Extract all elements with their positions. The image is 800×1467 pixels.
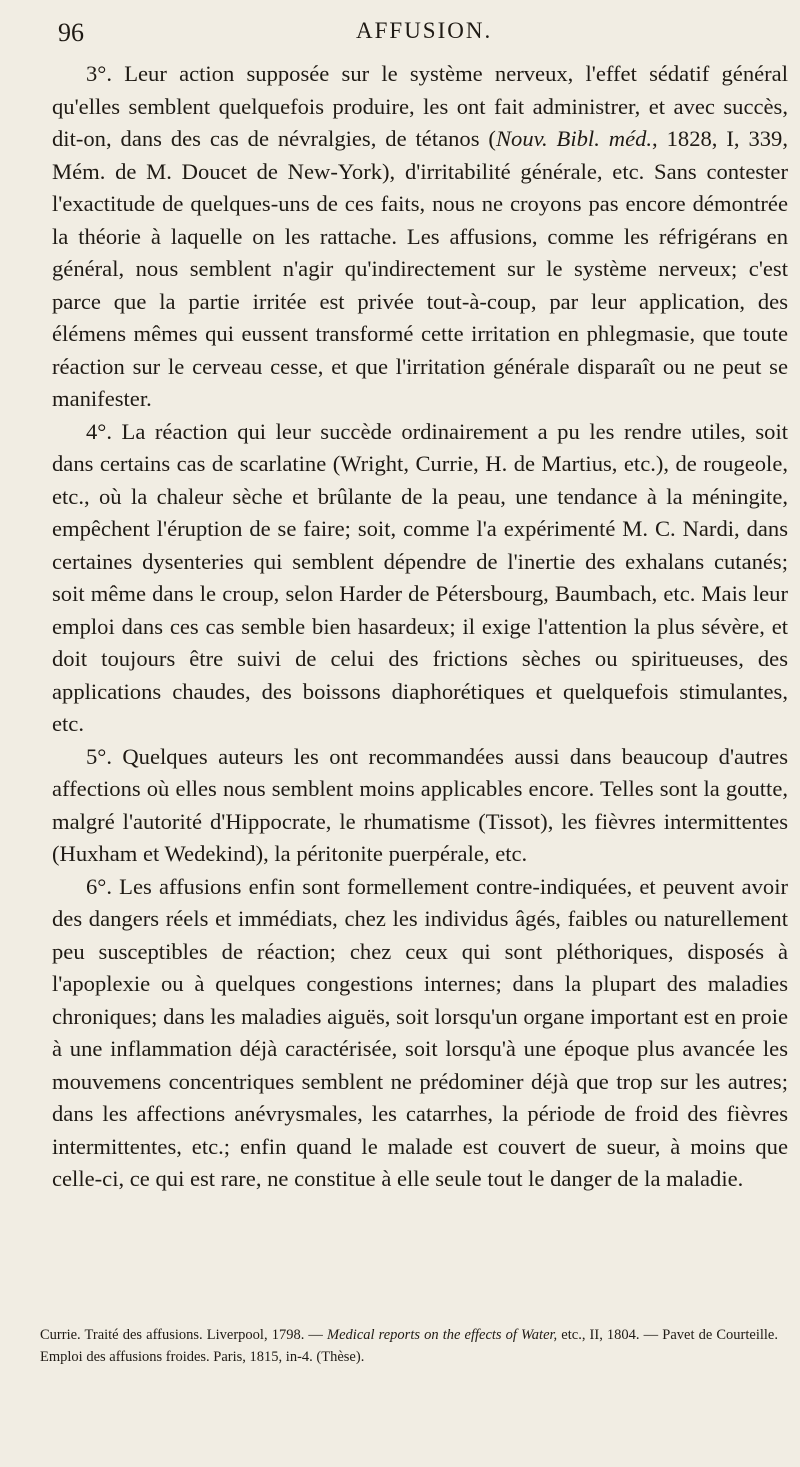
citation-italic: Nouv. Bibl. méd. (495, 126, 653, 151)
paragraph-3-text-end: , 1828, I, 339, Mém. de M. Doucet de New-York), d'irritabilité générale, etc. Sans contester l'exactitude de quelques-uns de ces faits, nous ne croyons pas encore démontrée la théorie à laquelle on les rattache. Les affusions, comme les réfrigérans en général, nous semblent n'agir qu'indirectement sur le système nerveux; c'est parce que la partie irritée est privée tout-à-coup, par leur application, des élémens mêmes qui eussent transformé cette irritation en phlegmasie, que toute réaction sur le cerveau cesse, et que l'irritation générale disparaît ou ne peut se manifester. (52, 126, 788, 411)
paragraph-3-text-start: 3°. Leur action supposée sur le système nerveux, l'effet sédatif général qu'elles semblent quelquefois produire, les ont fait administrer, et avec succès, dit-on, dans des cas de névralgies, de tétanos ( (52, 61, 788, 151)
running-title: AFFUSION. (356, 18, 493, 43)
footnote-italic: Medical reports on the effects of Water, (327, 1327, 558, 1343)
paragraph-6: 6°. Les affusions enfin sont formellement contre-indiquées, et peuvent avoir des dangers réels et immédiats, chez les individus âgés, faibles ou naturellement peu susceptibles de réaction; chez ceux qui sont pléthoriques, disposés à l'apoplexie ou à quelques congestions internes; dans la plupart des maladies chroniques; dans les maladies aiguës, soit lorsqu'un organe important est en proie à une inflammation déjà caractérisée, soit lorsqu'à une époque plus avancée les mouvemens concentriques semblent ne prédominer déjà que trop sur les autres; dans les affections anévrysmales, les catarrhes, la période de froid des fièvres intermittentes, etc.; enfin quand le malade est couvert de sueur, à moins que celle-ci, ce qui est rare, ne constitue à elle seule tout le danger de la maladie. (52, 873, 788, 1191)
paragraph-5: 5°. Quelques auteurs les ont recommandées aussi dans beaucoup d'autres affections où elles nous semblent moins applicables encore. Telles sont la goutte, malgré l'autorité d'Hippocrate, le rhumatisme (Tissot), les fièvres intermittentes (Huxham et Wedekind), la péritonite puerpérale, etc. (52, 743, 788, 866)
page-header (0, 16, 800, 52)
footnote-text-end: etc., II, 1804. — Pavet de Courteille. Emploi des affusions froides. Paris, 1815, in-4. (Thèse). (40, 1327, 778, 1365)
body-text (52, 58, 788, 1196)
page-number: 96 (58, 18, 84, 47)
footnotes (40, 1324, 778, 1368)
paragraph-4: 4°. La réaction qui leur succède ordinairement a pu les rendre utiles, soit dans certains cas de scarlatine (Wright, Currie, H. de Martius, etc.), de rougeole, etc., où la chaleur sèche et brûlante de la peau, une tendance à la méningite, empêchent l'éruption de se faire; soit, comme l'a expérimenté M. C. Nardi, dans certaines dysenteries qui semblent dépendre de l'inertie des exhalans cutanés; soit même dans le croup, selon Harder de Pétersbourg, Baumbach, etc. Mais leur emploi dans ces cas semble bien hasardeux; il exige l'attention la plus sévère, et doit toujours être suivi de celui des frictions sèches ou spiritueuses, des applications chaudes, des boissons diaphorétiques et quelquefois stimulantes, etc. (52, 418, 788, 736)
paragraph-3 (52, 58, 788, 416)
footnote-text-start: Currie. Traité des affusions. Liverpool, 1798. — (40, 1327, 328, 1343)
